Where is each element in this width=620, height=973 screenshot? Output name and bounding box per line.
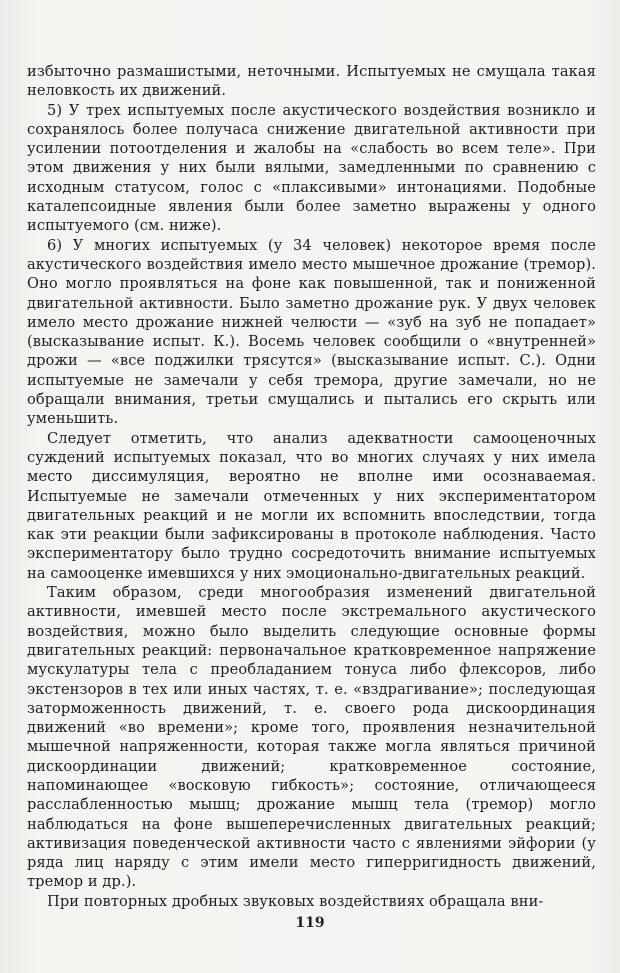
paragraph: Следует отметить, что анализ адекватности самооценочных суждений испытуемых показал, что во многих случаях у них имела место диссимуляция, вероятно не вполне ими осознаваемая. Испытуемые не замечали отмеченных у них экспериментатором двигательных реакций и не могли их вспомнить впоследствии, тогда как эти реакции были зафиксированы в протоколе наблюдения. Часто экспериментатору было трудно сосредоточить внимание испытуемых на самооценке имевшихся у них эмоционально-двигательных реакций. <box>27 429 596 582</box>
body-text <box>27 62 596 911</box>
paragraph: избыточно размашистыми, неточными. Испытуемых не смущала такая неловкость их движений. <box>27 63 596 100</box>
paragraph: Таким образом, среди многообразия изменений двигательной активности, имевшей место после экстремального акустического воздействия, можно было выделить следующие основные формы двигательных реакций: первоначальное кратковременное напряжение мускулатуры тела с преобладанием тонуса либо флексоров, либо экстензоров в тех или иных частях, т. е. «вздрагивание»; последующая заторможенность движений, т. е. своего рода дискоординация движений «во времени»; кроме того, проявления незначительной мышечной напряженности, которая также могла являться причиной дискоординации движений; кратковременное состояние, напоминающее «восковую гибкость»; состояние, отличающееся расслабленностью мышц; дрожание мышц тела (тремор) могло наблюдаться на фоне вышеперечисленных двигательных реакций; активизация поведенческой активности часто с явлениями эйфории (у ряда лиц наряду с этим имели место гиперригидность движений, тремор и др.). <box>27 584 596 891</box>
paragraph: При повторных дробных звуковых воздействиях обращала вни- <box>47 892 544 910</box>
paragraph: 5) У трех испытуемых после акустического воздействия возникло и сохранялось более получаса снижение двигательной активности при усилении потоотделения и жалобы на «слабость во всем теле». При этом движения у них были вялыми, замедленными по сравнению с исходным статусом, голос с «плаксивыми» интонациями. Подобные каталепсоидные явления были более заметно выражены у одного испытуемого (см. ниже). <box>27 101 596 235</box>
paragraph: 6) У многих испытуемых (у 34 человек) некоторое время после акустического воздействия имело место мышечное дрожание (тремор). Оно могло проявляться на фоне как повышенной, так и пониженной двигательной активности. Было заметно дрожание рук. У двух человек имело место дрожание нижней челюсти — «зуб на зуб не попадает» (высказывание испыт. К.). Восемь человек сообщили о «внутренней» дрожи — «все поджилки трясутся» (высказывание испыт. С.). Одни испытуемые не замечали у себя тремора, другие замечали, но не обращали внимания, третьи смущались и пытались его скрыть или уменьшить. <box>27 236 596 428</box>
page-number: 119 <box>295 915 325 931</box>
